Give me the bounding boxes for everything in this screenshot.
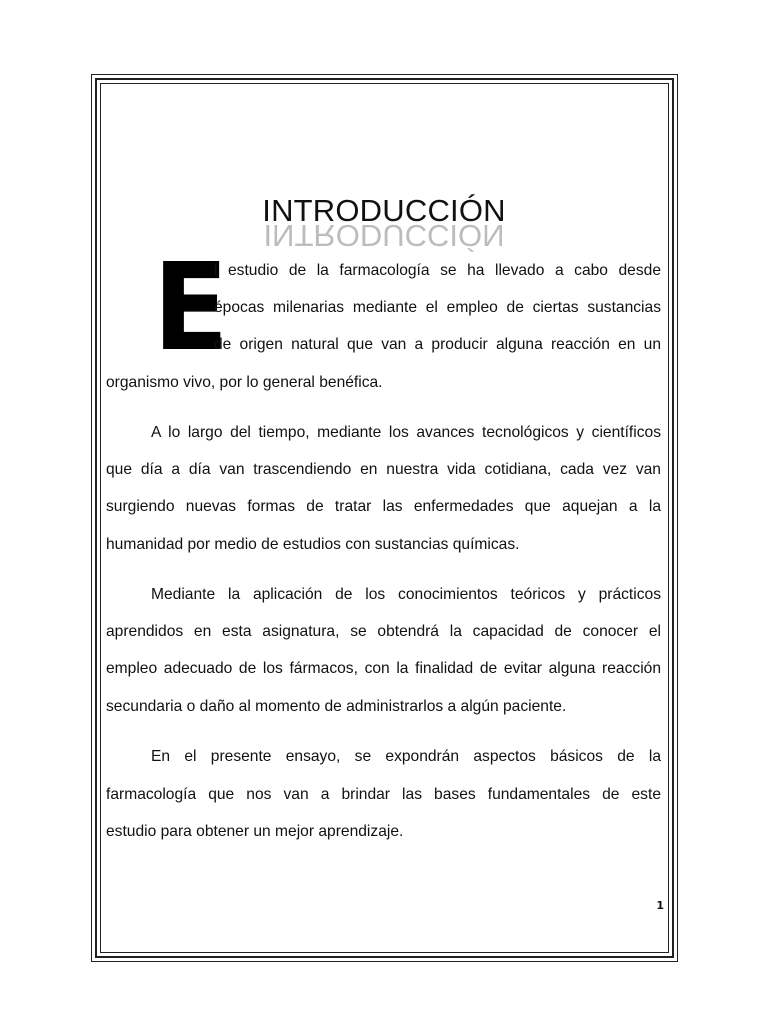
drop-cap: E (153, 239, 229, 378)
page-title: INTRODUCCIÓN (262, 193, 506, 228)
paragraph-1-line-4: organismo vivo, por lo general benéfica. (106, 374, 383, 391)
paragraph-1-line-1: l estudio de la farmacología se ha llevado a cabo desde (214, 262, 661, 279)
paragraph-2-line-3: surgiendo nuevas formas de tratar las enfermedades que aquejan a la (106, 498, 661, 515)
paragraph-1-line-3: de origen natural que van a producir alguna reacción en un (214, 336, 661, 353)
paragraph-3-line-2: aprendidos en esta asignatura, se obtendrá la capacidad de conocer el (106, 623, 661, 640)
paragraph-4-line-1: En el presente ensayo, se expondrán aspectos básicos de la (151, 748, 661, 765)
page-number: 1 (656, 899, 664, 912)
paragraph-1-line-2: épocas milenarias mediante el empleo de ciertas sustancias (214, 299, 661, 316)
paragraph-3-line-3: empleo adecuado de los fármacos, con la finalidad de evitar alguna reacción (106, 660, 661, 677)
paragraph-3-line-4: secundaria o daño al momento de administrarlos a algún paciente. (106, 698, 567, 715)
title-reflection-text: INTRODUCCIÓN (263, 218, 505, 253)
paragraph-2-line-4: humanidad por medio de estudios con sustancias químicas. (106, 536, 520, 553)
title-reflection (0, 218, 768, 253)
paragraph-4-line-2: farmacología que nos van a brindar las bases fundamentales de este (106, 786, 661, 803)
paragraph-4-line-3: estudio para obtener un mejor aprendizaje. (106, 823, 404, 840)
paragraph-3-line-1: Mediante la aplicación de los conocimientos teóricos y prácticos (151, 586, 661, 603)
paragraph-2-line-2: que día a día van trascendiendo en nuestra vida cotidiana, cada vez van (106, 461, 661, 478)
paragraph-2-line-1: A lo largo del tiempo, mediante los avances tecnológicos y científicos (151, 424, 661, 441)
